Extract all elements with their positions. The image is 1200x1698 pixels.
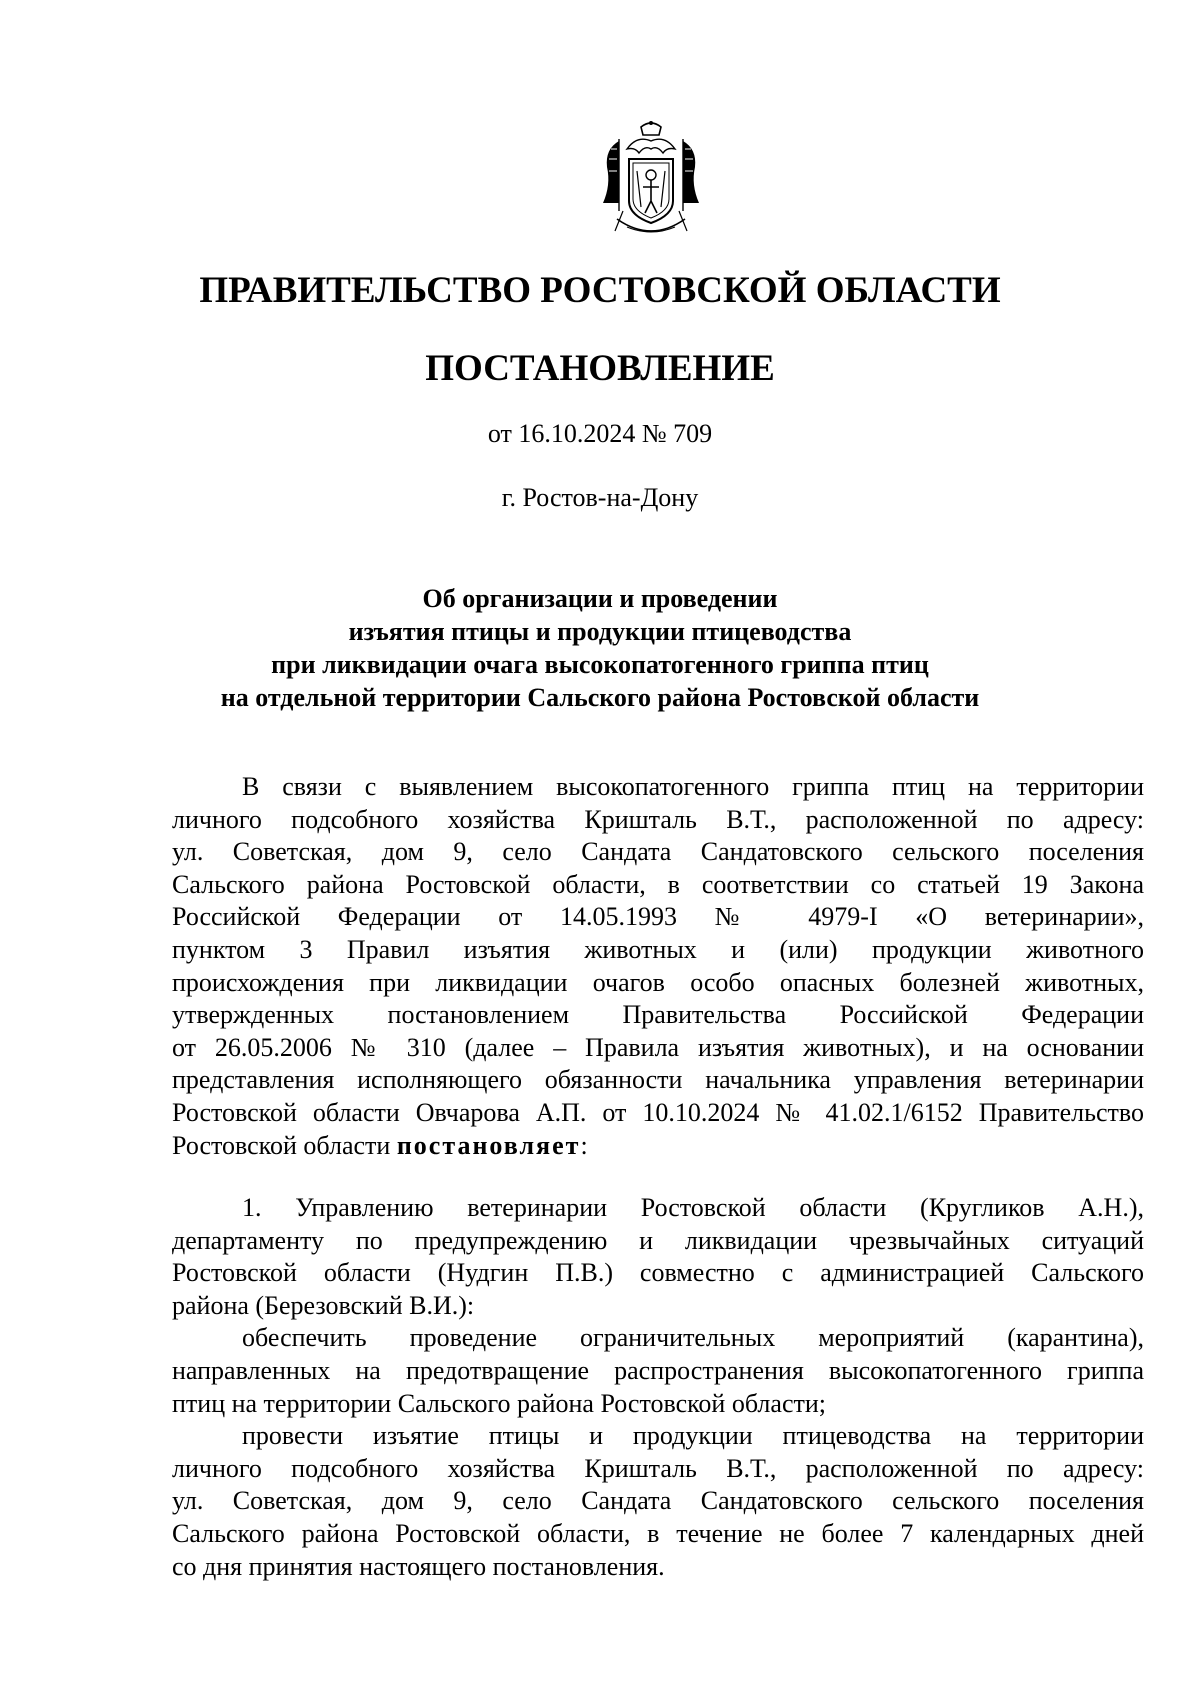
preamble-line: Ростовской области Овчарова А.П. от 10.10.2024 № 41.02.1/6152 Правительство (172, 1097, 1144, 1127)
item-1-sub2-line: провести изъятие птицы и продукции птицеводства на территории (242, 1421, 1144, 1451)
preamble-line: представления исполняющего обязанности начальника управления ветеринарии (172, 1065, 1144, 1095)
item-1-sub2-line: со дня принятия настоящего постановления. (172, 1551, 665, 1581)
item-1-sub1-line: птиц на территории Сальского района Ростовской области; (172, 1388, 826, 1418)
subject-line: на отдельной территории Сальского района Ростовской области (220, 683, 980, 712)
item-1-sub1-line: обеспечить проведение ограничительных мероприятий (карантина), (242, 1323, 1144, 1353)
document-date-number: от 16.10.2024 № 709 (487, 419, 713, 448)
preamble-last-suffix: : (580, 1130, 588, 1160)
preamble-line: от 26.05.2006 № 310 (далее – Правила изъятия животных), и на основании (172, 1032, 1144, 1062)
subject-line: Об организации и проведении (422, 584, 778, 613)
preamble-last-line (172, 1130, 1144, 1163)
preamble-line: личного подсобного хозяйства Кришталь В.Т., расположенной по адресу: (172, 804, 1144, 834)
subject-line: изъятия птицы и продукции птицеводства (348, 617, 852, 646)
item-1-line: района (Березовский В.И.): (172, 1290, 475, 1320)
preamble-line: утвержденных постановлением Правительства Российской Федерации (172, 1000, 1144, 1030)
item-1-line: Ростовской области (Нудгин П.В.) совместно с администрацией Сальского (172, 1258, 1144, 1288)
item-1-sub2-line: личного подсобного хозяйства Кришталь В.Т., расположенной по адресу: (172, 1453, 1144, 1483)
decree-word: постановляет (396, 1130, 581, 1160)
preamble-paragraph (172, 771, 1144, 1162)
preamble-line: Российской Федерации от 14.05.1993 № 4979-I «О ветеринарии», (172, 902, 1144, 932)
preamble-line: происхождения при ликвидации очагов особо опасных болезней животных, (172, 967, 1144, 997)
document-type: ПОСТАНОВЛЕНИЕ (425, 348, 775, 389)
preamble-line: ул. Советская, дом 9, село Сандата Сандатовского сельского поселения (172, 837, 1144, 867)
item-1-sub2-line: Сальского района Ростовской области, в течение не более 7 календарных дней (172, 1518, 1144, 1548)
preamble-last-prefix: Ростовской области (172, 1130, 391, 1160)
item-1-line: департаменту по предупреждению и ликвидации чрезвычайных ситуаций (172, 1225, 1144, 1255)
item-1 (172, 1192, 1144, 1583)
document-subject (0, 582, 1200, 714)
document-city: г. Ростов-на-Дону (501, 483, 699, 512)
item-1-line: 1. Управлению ветеринарии Ростовской области (Кругликов А.Н.), (242, 1193, 1144, 1222)
preamble-line: В связи с выявлением высокопатогенного гриппа птиц на территории (242, 772, 1144, 801)
item-1-sub1-line: направленных на предотвращение распространения высокопатогенного гриппа (172, 1355, 1144, 1385)
coat-of-arms-icon (597, 119, 705, 241)
organization-title: ПРАВИТЕЛЬСТВО РОСТОВСКОЙ ОБЛАСТИ (199, 270, 1001, 311)
preamble-line: Сальского района Ростовской области, в соответствии со статьей 19 Закона (172, 869, 1144, 899)
item-1-sub2-line: ул. Советская, дом 9, село Сандата Сандатовского сельского поселения (172, 1486, 1144, 1516)
subject-line: при ликвидации очага высокопатогенного гриппа птиц (271, 650, 929, 679)
preamble-line: пунктом 3 Правил изъятия животных и (или) продукции животного (172, 934, 1144, 964)
